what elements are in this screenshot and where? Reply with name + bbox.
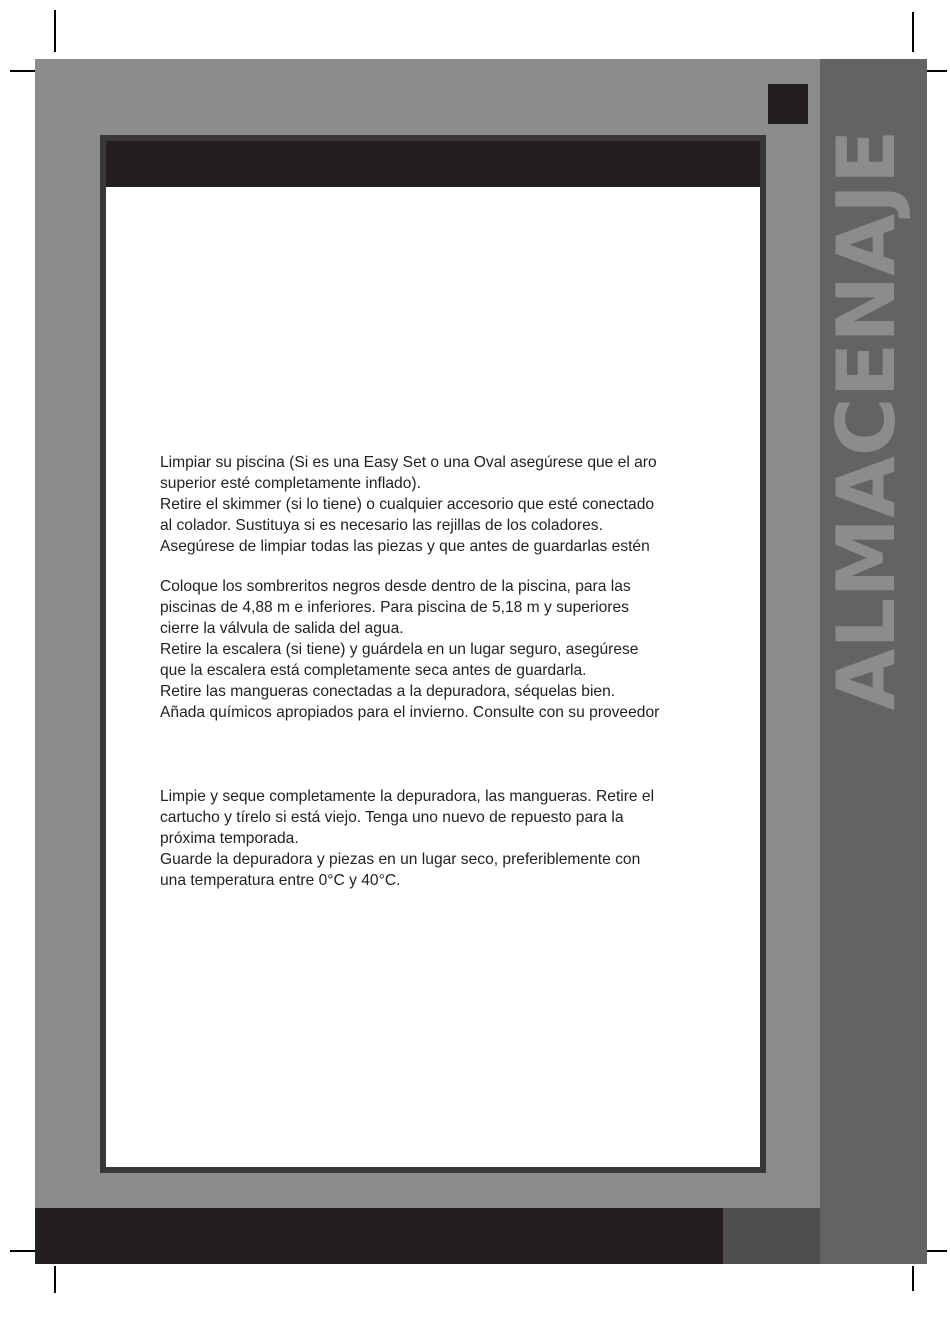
footer-bar (35, 1208, 723, 1264)
text-line: próxima temporada. (160, 830, 299, 847)
crop-mark (54, 10, 56, 52)
text-line: Asegúrese de limpiar todas las piezas y que antes de guardarlas estén (160, 538, 650, 555)
content-header-bar (106, 141, 760, 187)
text-line: al colador. Sustituya si es necesario las rejillas de los coladores. (160, 517, 603, 534)
text-line: que la escalera está completamente seca antes de guardarla. (160, 662, 587, 679)
text-line: Limpiar su piscina (Si es una Easy Set o una Oval asegúrese que el aro (160, 454, 657, 471)
text-line: superior esté completamente inflado). (160, 475, 421, 492)
text-line: cierre la válvula de salida del agua. (160, 620, 404, 637)
text-line: Retire las mangueras conectadas a la depuradora, séquelas bien. (160, 683, 616, 700)
text-line: Limpie y seque completamente la depuradora, las mangueras. Retire el (160, 788, 655, 805)
text-line: cartucho y tírelo si está viejo. Tenga uno nuevo de repuesto para la (160, 809, 624, 826)
text-line: Retire la escalera (si tiene) y guárdela en un lugar seguro, asegúrese (160, 641, 639, 658)
corner-marker (768, 84, 808, 124)
crop-mark (912, 1266, 914, 1291)
side-section-title: ALMACENAJE (820, 129, 913, 711)
text-line: una temperatura entre 0°C y 40°C. (160, 872, 401, 889)
text-line: Retire el skimmer (si lo tiene) o cualquier accesorio que esté conectado (160, 496, 655, 513)
footer-block (723, 1208, 820, 1264)
paragraph-winter-prep (160, 576, 740, 723)
crop-mark (54, 1266, 56, 1293)
text-line: Añada químicos apropiados para el invierno. Consulte con su proveedor (160, 704, 660, 721)
paragraph-pool-cleaning (160, 452, 740, 557)
paragraph-pump-storage (160, 786, 740, 891)
text-line: piscinas de 4,88 m e inferiores. Para piscina de 5,18 m y superiores (160, 599, 629, 616)
text-line: Guarde la depuradora y piezas en un lugar seco, preferiblemente con (160, 851, 641, 868)
text-line: Coloque los sombreritos negros desde dentro de la piscina, para las (160, 578, 631, 595)
crop-mark (912, 12, 914, 52)
